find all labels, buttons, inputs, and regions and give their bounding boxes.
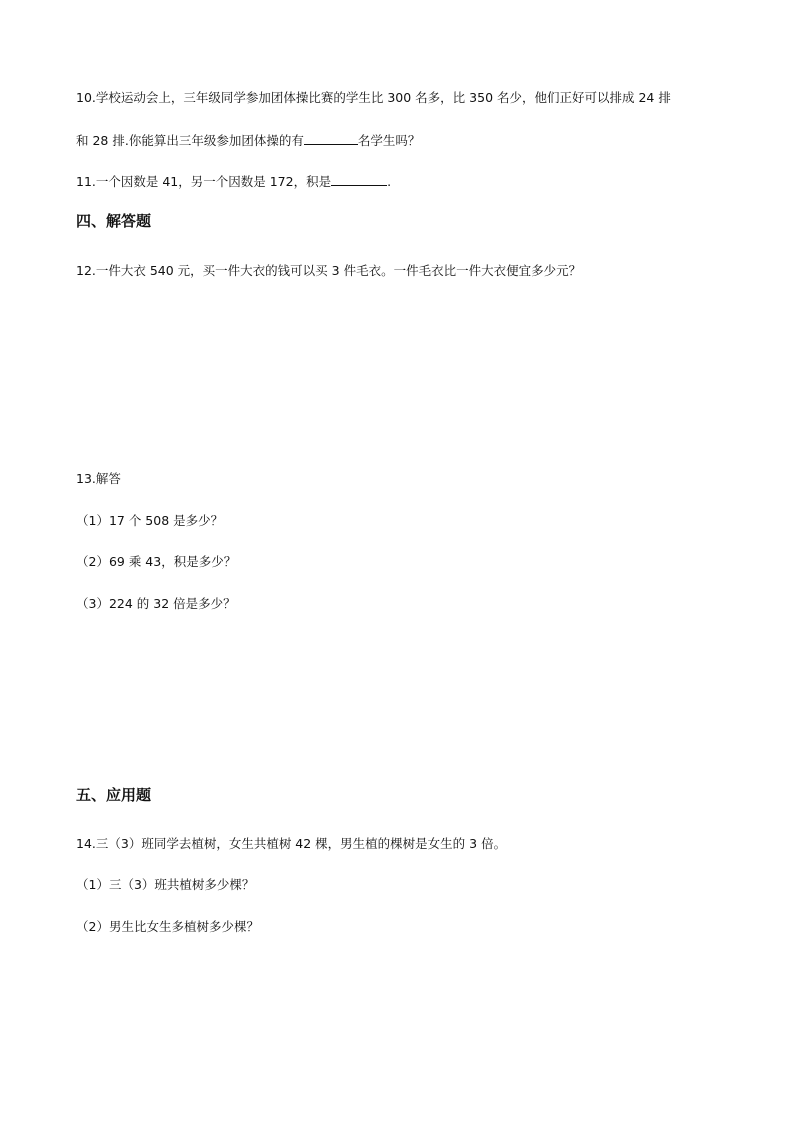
question-14-part-1: （1）三（3）班共植树多少棵？: [76, 877, 255, 892]
question-13-part-3: （3）224 的 32 倍是多少？: [76, 596, 236, 611]
section-5-heading: 五、应用题: [76, 786, 152, 804]
question-11-answer-blank[interactable]: [331, 173, 387, 186]
question-11: [76, 173, 391, 190]
question-10-line-2: [76, 132, 420, 149]
question-11-text-before: 11.一个因数是 41，另一个因数是 172，积是: [76, 174, 332, 189]
question-10-line-1: 10.学校运动会上，三年级同学参加团体操比赛的学生比 300 名多，比 350 名少，他们正好可以排成 24 排: [76, 90, 671, 105]
question-14-part-2: （2）男生比女生多植树多少棵？: [76, 919, 259, 934]
question-10-text-before: 和 28 排.你能算出三年级参加团体操的有: [76, 133, 304, 148]
question-14: 14.三（3）班同学去植树，女生共植树 42 棵，男生植的棵树是女生的 3 倍。: [76, 836, 507, 851]
question-11-text-after: .: [387, 174, 392, 189]
question-10-answer-blank[interactable]: [304, 132, 358, 145]
question-10-text-after: 名学生吗？: [357, 133, 421, 148]
question-13-part-2: （2）69 乘 43，积是多少？: [76, 554, 237, 569]
question-12: 12.一件大衣 540 元，买一件大衣的钱可以买 3 件毛衣。一件毛衣比一件大衣便宜多少元？: [76, 263, 582, 278]
question-13-part-1: （1）17 个 508 是多少？: [76, 513, 224, 528]
section-4-heading: 四、解答题: [76, 212, 152, 230]
question-13-title: 13.解答: [76, 471, 121, 486]
